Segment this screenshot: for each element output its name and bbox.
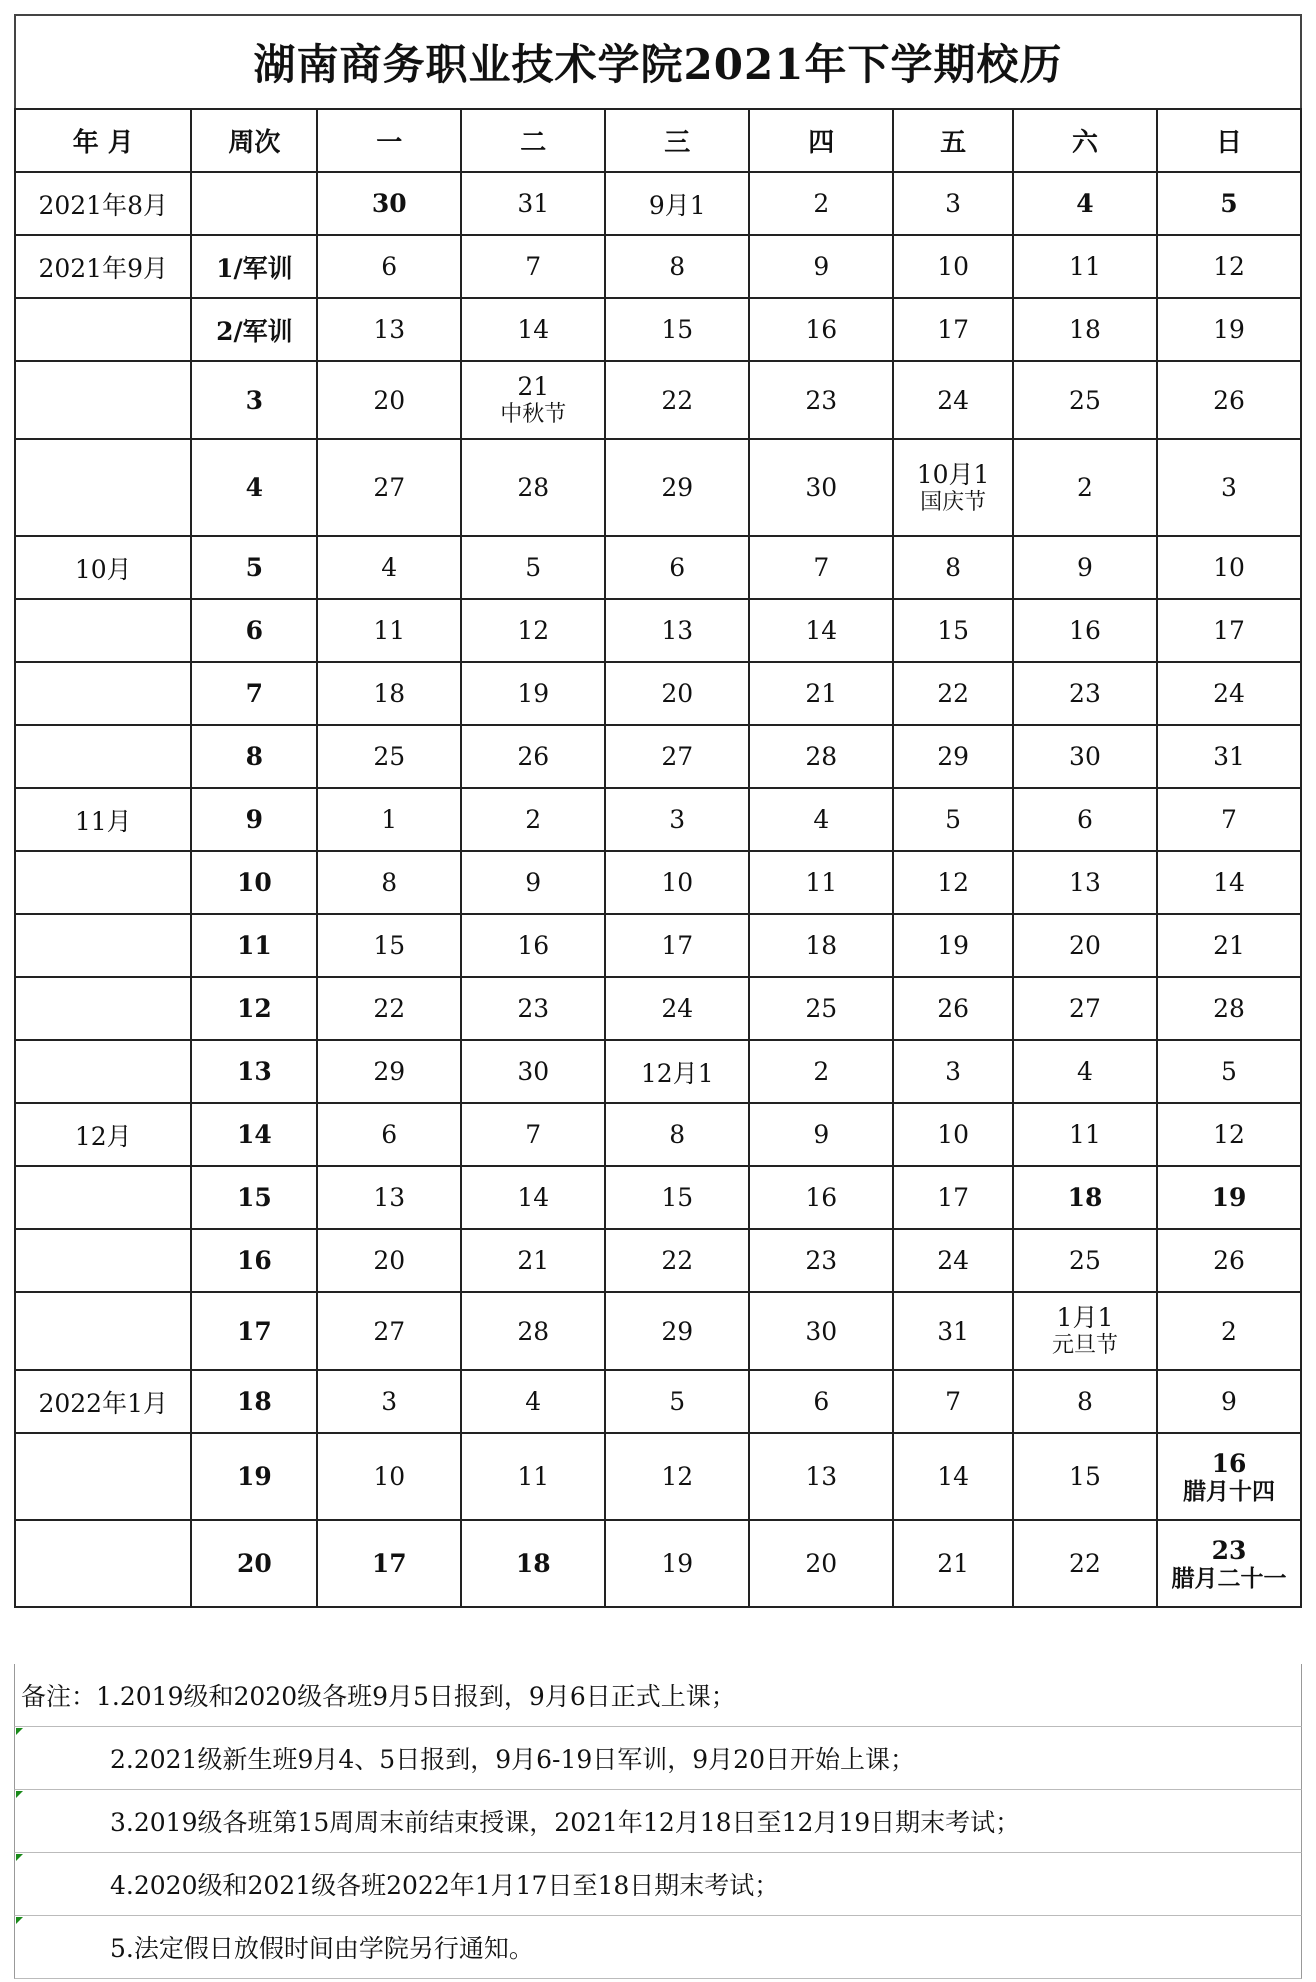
week-number-cell	[191, 172, 317, 235]
day-cell: 18	[1013, 1166, 1157, 1229]
day-cell: 9	[749, 1103, 893, 1166]
week-number-cell: 20	[191, 1520, 317, 1607]
note-text: 5.法定假日放假时间由学院另行通知。	[110, 1934, 534, 1963]
day-cell: 11	[1013, 1103, 1157, 1166]
day-cell: 12	[605, 1433, 749, 1520]
day-cell	[1157, 1433, 1301, 1520]
cell-marker-icon	[16, 1728, 23, 1735]
day-cell: 23	[1013, 662, 1157, 725]
day-cell: 16	[1013, 599, 1157, 662]
week-row	[15, 725, 1301, 788]
day-cell: 24	[1157, 662, 1301, 725]
day-cell: 25	[749, 977, 893, 1040]
day-cell: 21	[461, 1229, 605, 1292]
day-cell: 7	[461, 235, 605, 298]
week-row	[15, 1292, 1301, 1370]
week-row	[15, 1229, 1301, 1292]
day-cell: 12	[1157, 1103, 1301, 1166]
week-number-cell: 5	[191, 536, 317, 599]
day-cell: 22	[605, 1229, 749, 1292]
column-header: 六	[1013, 109, 1157, 172]
day-cell: 25	[317, 725, 461, 788]
day-cell: 8	[605, 235, 749, 298]
day-cell: 28	[461, 1292, 605, 1370]
day-cell: 13	[317, 298, 461, 361]
day-cell: 5	[1157, 172, 1301, 235]
day-cell: 16	[749, 1166, 893, 1229]
day-cell: 4	[1013, 1040, 1157, 1103]
day-cell: 2	[1157, 1292, 1301, 1370]
day-cell: 1	[317, 788, 461, 851]
day-cell: 6	[749, 1370, 893, 1433]
note-text: 2.2021级新生班9月4、5日报到，9月6-19日军训，9月20日开始上课；	[110, 1745, 915, 1774]
day-cell: 27	[317, 1292, 461, 1370]
column-header: 四	[749, 109, 893, 172]
week-number-cell: 14	[191, 1103, 317, 1166]
day-cell: 24	[893, 361, 1013, 439]
month-cell: 11月	[15, 788, 191, 851]
day-cell: 7	[461, 1103, 605, 1166]
month-cell	[15, 1229, 191, 1292]
day-cell: 17	[317, 1520, 461, 1607]
day-cell: 23	[461, 977, 605, 1040]
day-cell: 22	[1013, 1520, 1157, 1607]
day-cell: 20	[749, 1520, 893, 1607]
day-cell: 29	[605, 439, 749, 536]
day-cell: 26	[1157, 361, 1301, 439]
day-cell: 4	[461, 1370, 605, 1433]
day-cell: 4	[749, 788, 893, 851]
day-cell	[893, 439, 1013, 536]
day-cell: 30	[749, 439, 893, 536]
month-cell: 10月	[15, 536, 191, 599]
day-cell	[1013, 1292, 1157, 1370]
day-cell: 14	[461, 1166, 605, 1229]
day-cell: 19	[893, 914, 1013, 977]
day-cell	[1157, 1520, 1301, 1607]
day-cell: 21	[893, 1520, 1013, 1607]
day-cell: 24	[893, 1229, 1013, 1292]
month-cell	[15, 977, 191, 1040]
day-number: 21	[517, 372, 550, 401]
day-cell: 31	[461, 172, 605, 235]
day-cell: 16	[461, 914, 605, 977]
week-number-cell: 19	[191, 1433, 317, 1520]
day-cell: 5	[1157, 1040, 1301, 1103]
month-cell: 12月	[15, 1103, 191, 1166]
day-cell: 9	[461, 851, 605, 914]
column-header: 五	[893, 109, 1013, 172]
day-cell: 20	[605, 662, 749, 725]
week-number-cell: 13	[191, 1040, 317, 1103]
week-row	[15, 1166, 1301, 1229]
day-cell: 15	[317, 914, 461, 977]
page-title: 湖南商务职业技术学院2021年下学期校历	[14, 14, 1302, 110]
column-header: 二	[461, 109, 605, 172]
day-cell: 17	[605, 914, 749, 977]
day-cell: 18	[749, 914, 893, 977]
day-cell: 21	[1157, 914, 1301, 977]
day-cell: 22	[317, 977, 461, 1040]
week-row	[15, 599, 1301, 662]
week-row	[15, 298, 1301, 361]
holiday-label: 腊月二十一	[1171, 1564, 1287, 1592]
day-number: 16	[1211, 1448, 1247, 1478]
day-cell: 6	[317, 235, 461, 298]
week-number-cell: 10	[191, 851, 317, 914]
day-cell: 31	[893, 1292, 1013, 1370]
day-cell: 10	[893, 1103, 1013, 1166]
week-number-cell: 4	[191, 439, 317, 536]
week-number-cell: 9	[191, 788, 317, 851]
month-cell	[15, 361, 191, 439]
week-number-cell: 11	[191, 914, 317, 977]
day-cell: 25	[1013, 1229, 1157, 1292]
day-cell: 18	[461, 1520, 605, 1607]
day-cell: 8	[1013, 1370, 1157, 1433]
holiday-label: 中秋节	[500, 402, 567, 427]
month-cell	[15, 662, 191, 725]
day-cell: 30	[1013, 725, 1157, 788]
day-cell: 11	[1013, 235, 1157, 298]
day-cell: 22	[893, 662, 1013, 725]
day-cell: 9	[749, 235, 893, 298]
month-cell	[15, 1433, 191, 1520]
day-cell: 7	[893, 1370, 1013, 1433]
header-row	[15, 109, 1301, 172]
month-cell	[15, 725, 191, 788]
month-cell	[15, 1520, 191, 1607]
day-cell: 15	[605, 298, 749, 361]
month-cell	[15, 1292, 191, 1370]
column-header: 三	[605, 109, 749, 172]
note-line	[14, 1790, 1302, 1853]
cell-marker-icon	[16, 1791, 23, 1798]
day-cell: 17	[893, 1166, 1013, 1229]
day-cell: 28	[461, 439, 605, 536]
day-cell: 10	[1157, 536, 1301, 599]
week-number-cell: 6	[191, 599, 317, 662]
week-row	[15, 439, 1301, 536]
day-cell: 14	[749, 599, 893, 662]
day-cell	[461, 361, 605, 439]
day-cell: 8	[893, 536, 1013, 599]
week-row	[15, 1370, 1301, 1433]
day-cell: 20	[317, 1229, 461, 1292]
week-number-cell: 16	[191, 1229, 317, 1292]
note-text: 备注：1.2019级和2020级各班9月5日报到，9月6日正式上课；	[21, 1682, 736, 1711]
day-number: 10月1	[916, 459, 990, 489]
day-cell: 10	[317, 1433, 461, 1520]
day-cell: 9	[1013, 536, 1157, 599]
day-cell: 27	[317, 439, 461, 536]
day-cell: 22	[605, 361, 749, 439]
day-cell: 19	[1157, 1166, 1301, 1229]
week-row	[15, 788, 1301, 851]
day-cell: 3	[605, 788, 749, 851]
week-number-cell: 8	[191, 725, 317, 788]
day-cell: 29	[893, 725, 1013, 788]
day-cell: 12	[893, 851, 1013, 914]
day-cell: 28	[1157, 977, 1301, 1040]
week-number-cell: 1/军训	[191, 235, 317, 298]
day-cell: 31	[1157, 725, 1301, 788]
week-row	[15, 536, 1301, 599]
day-cell: 3	[893, 1040, 1013, 1103]
month-cell: 2022年1月	[15, 1370, 191, 1433]
day-cell: 4	[1013, 172, 1157, 235]
day-cell: 13	[1013, 851, 1157, 914]
day-cell: 17	[1157, 599, 1301, 662]
day-cell: 5	[605, 1370, 749, 1433]
column-header: 一	[317, 109, 461, 172]
day-cell: 26	[1157, 1229, 1301, 1292]
day-cell: 2	[749, 172, 893, 235]
month-cell: 2021年8月	[15, 172, 191, 235]
note-line	[14, 1853, 1302, 1916]
day-cell: 27	[605, 725, 749, 788]
day-cell: 29	[605, 1292, 749, 1370]
day-cell: 2	[1013, 439, 1157, 536]
day-cell: 11	[461, 1433, 605, 1520]
week-row	[15, 235, 1301, 298]
day-cell: 6	[317, 1103, 461, 1166]
day-cell: 21	[749, 662, 893, 725]
note-line	[14, 1664, 1302, 1727]
day-cell: 13	[317, 1166, 461, 1229]
day-cell: 30	[749, 1292, 893, 1370]
day-cell: 5	[461, 536, 605, 599]
week-row	[15, 1103, 1301, 1166]
week-number-cell: 12	[191, 977, 317, 1040]
day-cell: 12	[1157, 235, 1301, 298]
month-cell	[15, 914, 191, 977]
day-cell: 9	[1157, 1370, 1301, 1433]
month-cell: 2021年9月	[15, 235, 191, 298]
column-header: 周次	[191, 109, 317, 172]
day-cell: 6	[1013, 788, 1157, 851]
week-number-cell: 3	[191, 361, 317, 439]
day-cell: 30	[461, 1040, 605, 1103]
day-number: 23	[1211, 1535, 1247, 1565]
note-text: 3.2019级各班第15周周末前结束授课，2021年12月18日至12月19日期末考试；	[110, 1808, 1021, 1837]
day-cell: 28	[749, 725, 893, 788]
week-number-cell: 7	[191, 662, 317, 725]
day-cell: 10	[893, 235, 1013, 298]
day-cell: 25	[1013, 361, 1157, 439]
week-number-cell: 15	[191, 1166, 317, 1229]
month-cell	[15, 298, 191, 361]
holiday-label: 国庆节	[920, 489, 987, 515]
day-cell: 12月1	[605, 1040, 749, 1103]
day-cell: 8	[605, 1103, 749, 1166]
calendar-table	[14, 108, 1302, 1608]
week-row	[15, 361, 1301, 439]
day-cell: 6	[605, 536, 749, 599]
day-cell: 9月1	[605, 172, 749, 235]
day-cell: 3	[893, 172, 1013, 235]
day-cell: 8	[317, 851, 461, 914]
day-cell: 5	[893, 788, 1013, 851]
day-cell: 4	[317, 536, 461, 599]
notes-section	[14, 1664, 1302, 1979]
week-row	[15, 662, 1301, 725]
week-row	[15, 1040, 1301, 1103]
day-cell: 15	[605, 1166, 749, 1229]
column-header: 年 月	[15, 109, 191, 172]
day-cell: 15	[1013, 1433, 1157, 1520]
month-cell	[15, 599, 191, 662]
day-cell: 19	[461, 662, 605, 725]
day-cell: 7	[749, 536, 893, 599]
day-cell: 14	[461, 298, 605, 361]
day-cell: 18	[317, 662, 461, 725]
day-cell: 24	[605, 977, 749, 1040]
day-cell: 19	[1157, 298, 1301, 361]
day-cell: 11	[749, 851, 893, 914]
day-number: 1月1	[1056, 1303, 1114, 1332]
day-cell: 14	[1157, 851, 1301, 914]
day-cell: 2	[749, 1040, 893, 1103]
day-cell: 18	[1013, 298, 1157, 361]
note-line	[14, 1727, 1302, 1790]
day-cell: 3	[1157, 439, 1301, 536]
day-cell: 11	[317, 599, 461, 662]
month-cell	[15, 1040, 191, 1103]
week-row	[15, 172, 1301, 235]
month-cell	[15, 1166, 191, 1229]
column-header: 日	[1157, 109, 1301, 172]
day-cell: 29	[317, 1040, 461, 1103]
day-cell: 3	[317, 1370, 461, 1433]
week-number-cell: 17	[191, 1292, 317, 1370]
day-cell: 13	[749, 1433, 893, 1520]
day-cell: 19	[605, 1520, 749, 1607]
day-cell: 17	[893, 298, 1013, 361]
week-number-cell: 2/军训	[191, 298, 317, 361]
day-cell: 2	[461, 788, 605, 851]
day-cell: 15	[893, 599, 1013, 662]
day-cell: 13	[605, 599, 749, 662]
week-row	[15, 1520, 1301, 1607]
note-text: 4.2020级和2021级各班2022年1月17日至18日期末考试；	[110, 1871, 780, 1900]
day-cell: 16	[749, 298, 893, 361]
day-cell: 7	[1157, 788, 1301, 851]
note-line	[14, 1916, 1302, 1979]
week-row	[15, 977, 1301, 1040]
week-row	[15, 1433, 1301, 1520]
day-cell: 23	[749, 1229, 893, 1292]
cell-marker-icon	[16, 1917, 23, 1924]
day-cell: 27	[1013, 977, 1157, 1040]
day-cell: 26	[893, 977, 1013, 1040]
day-cell: 14	[893, 1433, 1013, 1520]
day-cell: 23	[749, 361, 893, 439]
month-cell	[15, 851, 191, 914]
day-cell: 30	[317, 172, 461, 235]
month-cell	[15, 439, 191, 536]
week-row	[15, 851, 1301, 914]
holiday-label: 元旦节	[1051, 1333, 1118, 1358]
holiday-label: 腊月十四	[1182, 1477, 1275, 1505]
day-cell: 26	[461, 725, 605, 788]
day-cell: 20	[317, 361, 461, 439]
week-row	[15, 914, 1301, 977]
day-cell: 20	[1013, 914, 1157, 977]
day-cell: 12	[461, 599, 605, 662]
day-cell: 10	[605, 851, 749, 914]
week-number-cell: 18	[191, 1370, 317, 1433]
cell-marker-icon	[16, 1854, 23, 1861]
calendar-sheet	[14, 14, 1302, 1964]
